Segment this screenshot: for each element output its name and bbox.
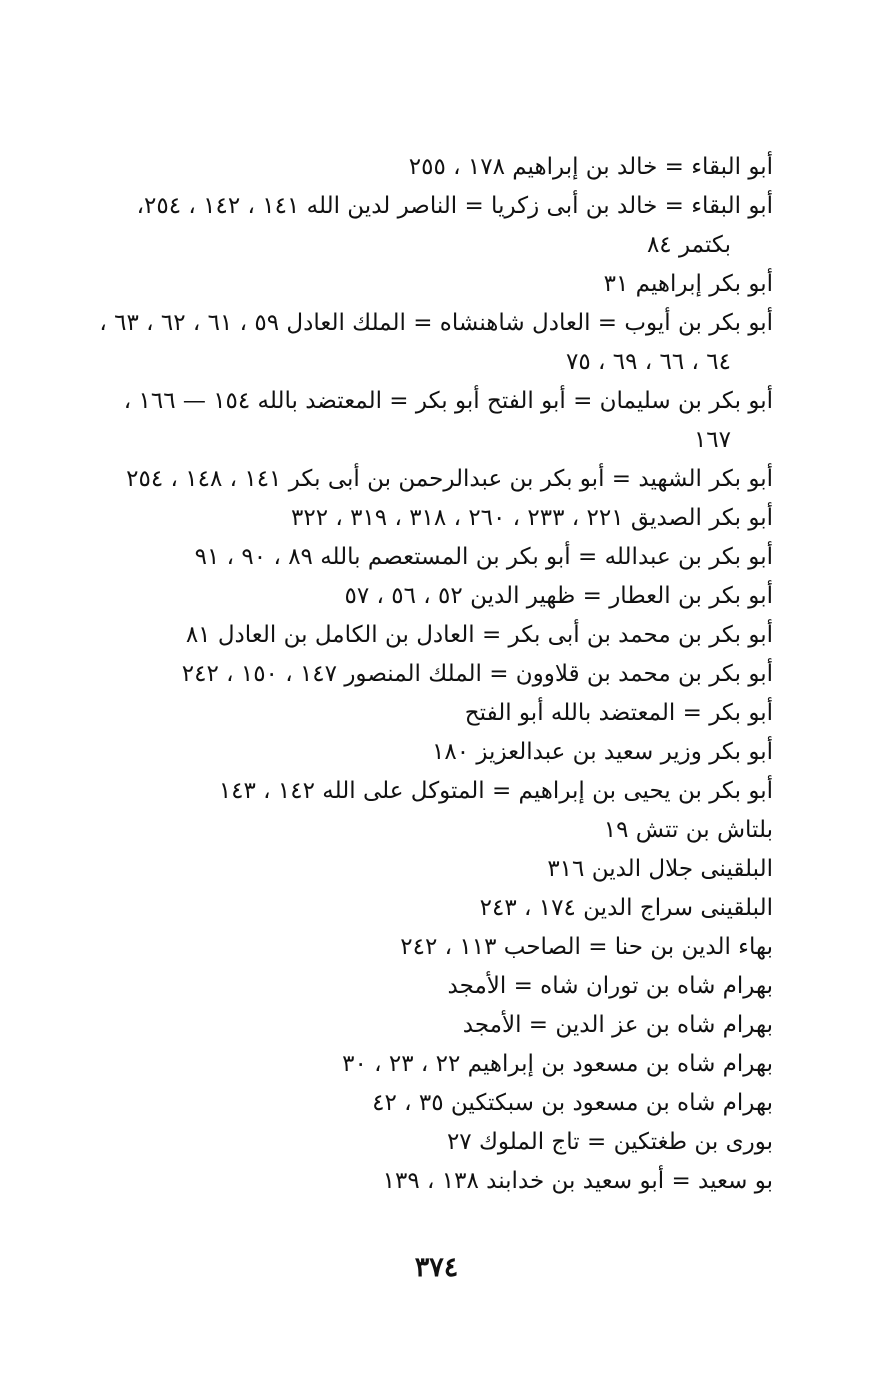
- index-entry: بهرام شاه بن مسعود بن سبكتكين ٣٥ ، ٤٢: [372, 1090, 773, 1116]
- index-entry: أبو بكر بن العطار = ظهير الدين ٥٢ ، ٥٦ ، ٥٧: [344, 583, 773, 609]
- index-entry: البلقينى جلال الدين ٣١٦: [547, 856, 773, 882]
- index-entry: أبو بكر بن محمد بن قلاوون = الملك المنصور ١٤٧ ، ١٥٠ ، ٢٤٢: [181, 661, 773, 687]
- index-entry: أبو بكر بن عبدالله = أبو بكر بن المستعصم بالله ٨٩ ، ٩٠ ، ٩١: [194, 544, 773, 570]
- index-entry: بورى بن طغتكين = تاج الملوك ٢٧: [446, 1129, 773, 1155]
- index-entry: البلقينى سراج الدين ١٧٤ ، ٢٤٣: [479, 895, 773, 921]
- index-entry: أبو بكر بن سليمان = أبو الفتح أبو بكر = المعتضد بالله ١٥٤ — ١٦٦ ، ١٦٧: [123, 388, 773, 453]
- index-entry: أبو البقاء = خالد بن أبى زكريا = الناصر لدين الله ١٤١ ، ١٤٢ ، ٢٥٤، بكتمر ٨٤: [136, 193, 773, 258]
- name-index-list: [93, 148, 773, 1201]
- page-number: ٣٧٤: [414, 1252, 459, 1283]
- index-entry: أبو بكر وزير سعيد بن عبدالعزيز ١٨٠: [431, 739, 773, 765]
- index-entry: أبو بكر بن أيوب = العادل شاهنشاه = الملك العادل ٥٩ ، ٦١ ، ٦٢ ، ٦٣ ، ٦٤ ، ٦٦ ، ٦٩ ، ٧٥: [99, 310, 773, 375]
- index-entry: أبو بكر الصديق ٢٢١ ، ٢٣٣ ، ٢٦٠ ، ٣١٨ ، ٣١٩ ، ٣٢٢: [290, 505, 773, 531]
- index-entry: أبو بكر = المعتضد بالله أبو الفتح: [464, 700, 773, 726]
- index-entry: بهرام شاه بن مسعود بن إبراهيم ٢٢ ، ٢٣ ، ٣٠: [342, 1051, 773, 1077]
- index-entry: بو سعيد = أبو سعيد بن خدابند ١٣٨ ، ١٣٩: [382, 1168, 773, 1194]
- index-entry: بهاء الدين بن حنا = الصاحب ١١٣ ، ٢٤٢: [400, 934, 773, 960]
- index-entry: بهرام شاه بن توران شاه = الأمجد: [447, 973, 773, 999]
- index-entry: أبو بكر الشهيد = أبو بكر بن عبدالرحمن بن أبى بكر ١٤١ ، ١٤٨ ، ٢٥٤: [126, 466, 773, 492]
- index-entry: بهرام شاه بن عز الدين = الأمجد: [462, 1012, 773, 1038]
- index-entry: أبو بكر إبراهيم ٣١: [603, 271, 773, 297]
- index-entry: أبو بكر بن يحيى بن إبراهيم = المتوكل على الله ١٤٢ ، ١٤٣: [218, 778, 773, 804]
- index-entry: بلتاش بن تتش ١٩: [603, 817, 773, 843]
- index-entry: أبو البقاء = خالد بن إبراهيم ١٧٨ ، ٢٥٥: [408, 154, 773, 180]
- index-entry: أبو بكر بن محمد بن أبى بكر = العادل بن الكامل بن العادل ٨١: [185, 622, 773, 648]
